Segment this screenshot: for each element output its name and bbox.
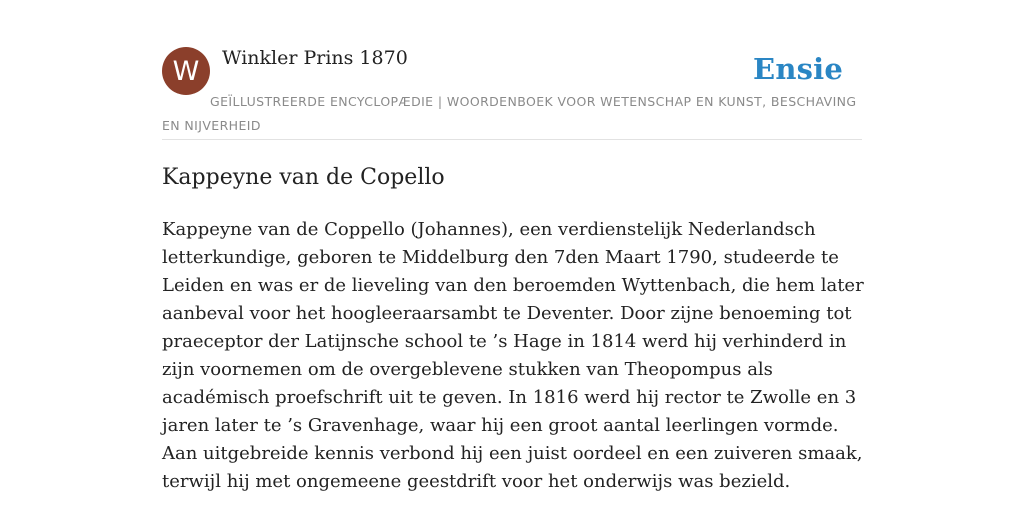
ensie-logo[interactable]: Ensie	[753, 52, 843, 86]
source-title[interactable]: Winkler Prins 1870	[222, 47, 408, 69]
entry-title: Kappeyne van de Copello	[162, 165, 445, 190]
source-subtitle: GEÏLLUSTREERDE ENCYCLOPÆDIE | WOORDENBOEK VOOR WETENSCHAP EN KUNST, BESCHAVING EN NIJVERHEID	[162, 94, 857, 133]
source-avatar[interactable]: W	[162, 47, 210, 95]
header-divider	[162, 139, 862, 140]
entry-body: Kappeyne van de Coppello (Johannes), een verdienstelijk Nederlandsch letterkundige, geboren te Middelburg den 7den Maart 1790, studeerde te Leiden en was er de lieveling van den beroemden Wyttenbach, die hem later aanbeval voor het hoogleeraarsambt te Deventer. Door zijne benoeming tot praeceptor der Latijnsche school te ’s Hage in 1814 werd hij verhinderd in zijn voornemen om de overgeblevene stukken van Theopompus als académisch proefschrift uit te geven. In 1816 werd hij rector te Zwolle en 3 jaren later te ’s Gravenhage, waar hij een groot aantal leerlingen vormde. Aan uitgebreide kennis verbond hij een juist oordeel en een zuiveren smaak, terwijl hij met ongemeene geestdrift voor het onderwijs was bezield.	[162, 219, 864, 492]
